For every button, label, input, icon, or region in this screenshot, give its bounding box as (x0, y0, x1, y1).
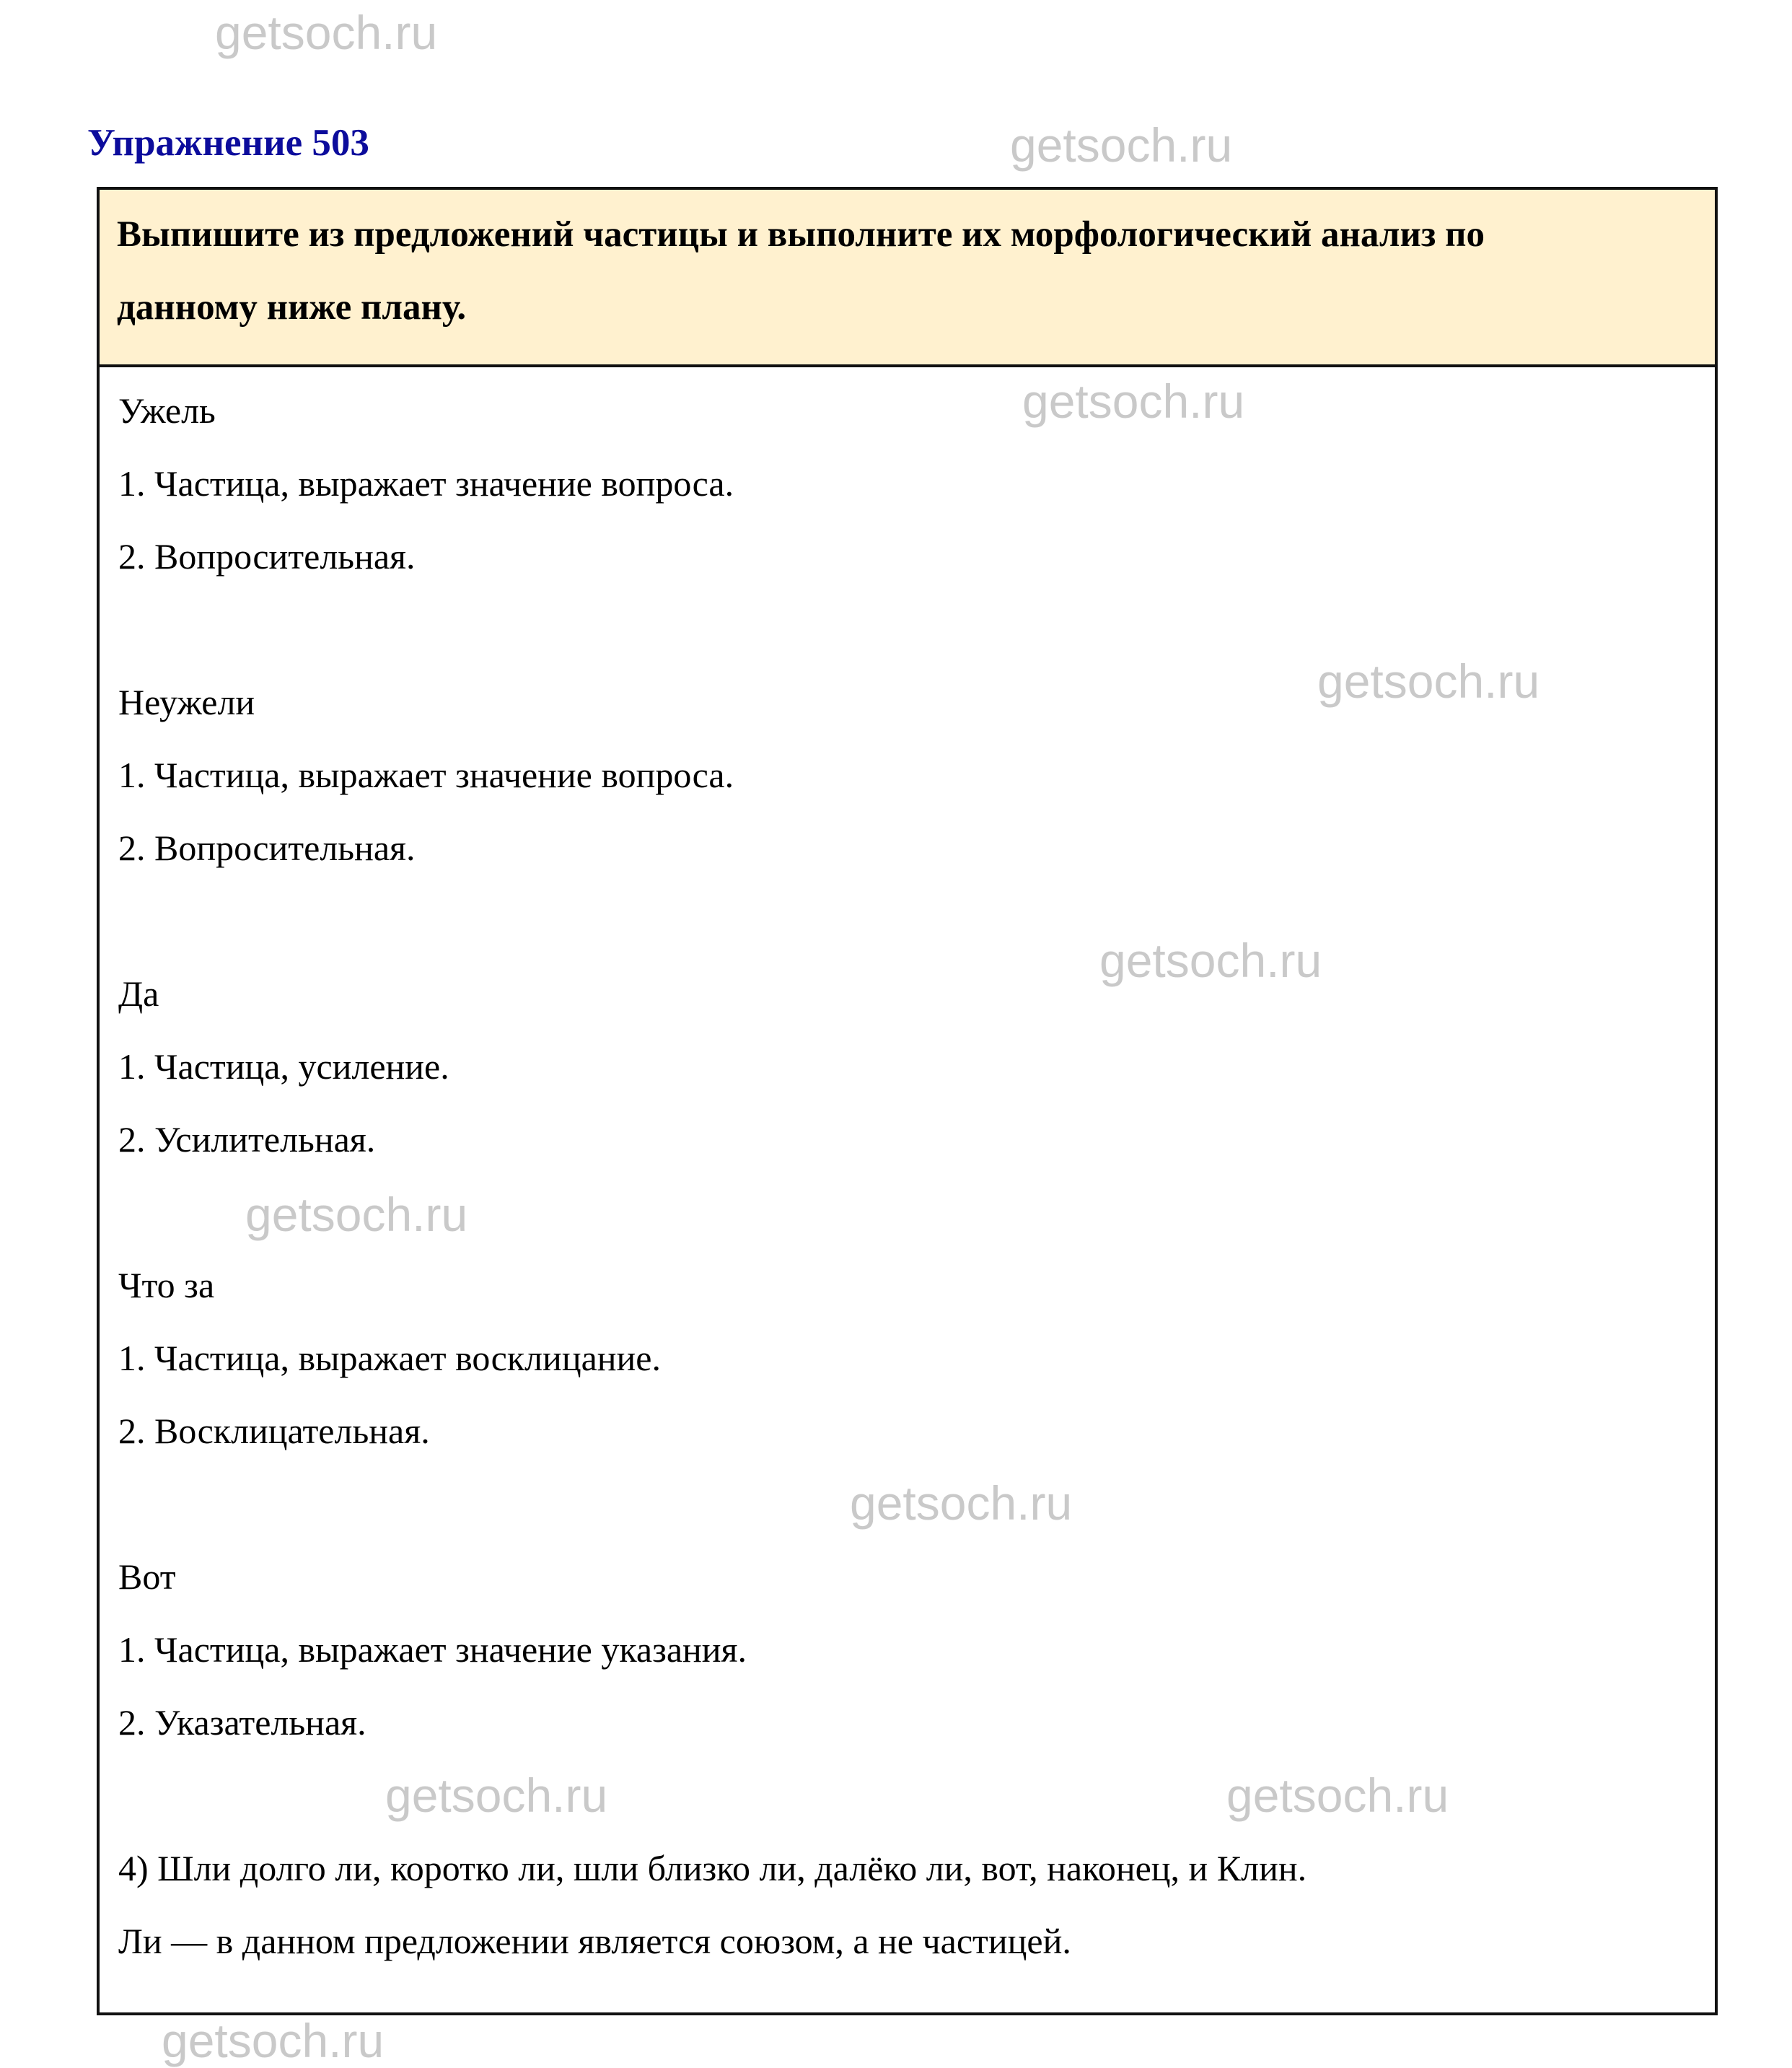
watermark: getsoch.ru (1099, 934, 1322, 987)
exercise-title: Упражнение 503 (87, 122, 369, 164)
answer-line: 1. Частица, выражает значение вопроса. (118, 463, 734, 504)
answer-line: Ли — в данном предложении является союзом, а не частицей. (118, 1921, 1071, 1961)
answer-cell (100, 367, 1715, 1978)
watermark: getsoch.ru (1022, 374, 1245, 428)
answer-line: 1. Частица, выражает значение вопроса. (118, 755, 734, 795)
watermark: getsoch.ru (1010, 118, 1233, 172)
exercise-table (97, 187, 1718, 2015)
watermark: getsoch.ru (850, 1476, 1073, 1530)
answer-line: 2. Восклицательная. (118, 1411, 430, 1451)
answer-line: Неужели (118, 682, 255, 722)
answer-line: Да (118, 973, 159, 1014)
blank-line (118, 885, 1696, 958)
answer-line: 1. Частица, выражает восклицание. (118, 1338, 661, 1378)
answer-line: 1. Частица, усиление. (118, 1046, 449, 1087)
answer-line: Вот (118, 1556, 176, 1597)
blank-line (118, 1759, 1696, 1832)
task-cell (100, 190, 1715, 367)
answer-line: 2. Вопросительная. (118, 828, 416, 868)
answer-line: 2. Указательная. (118, 1702, 366, 1743)
watermark: getsoch.ru (215, 6, 438, 59)
answer-line: 2. Усилительная. (118, 1119, 376, 1160)
answer-line: 4) Шли долго ли, коротко ли, шли близко ли, далёко ли, вот, наконец, и Клин. (118, 1848, 1307, 1888)
answer-line: 2. Вопросительная. (118, 536, 416, 577)
answer-line: Что за (118, 1265, 215, 1305)
watermark: getsoch.ru (385, 1769, 608, 1822)
task-text-line-1: Выпишите из предложений частицы и выполните их морфологический анализ по (117, 214, 1485, 255)
watermark: getsoch.ru (245, 1188, 468, 1241)
watermark: getsoch.ru (1226, 1769, 1449, 1822)
answer-line: Ужель (118, 390, 216, 431)
watermark: getsoch.ru (1317, 654, 1540, 708)
task-text-line-2: данному ниже плану. (117, 287, 467, 328)
answer-line: 1. Частица, выражает значение указания. (118, 1629, 747, 1670)
watermark: getsoch.ru (162, 2014, 385, 2067)
